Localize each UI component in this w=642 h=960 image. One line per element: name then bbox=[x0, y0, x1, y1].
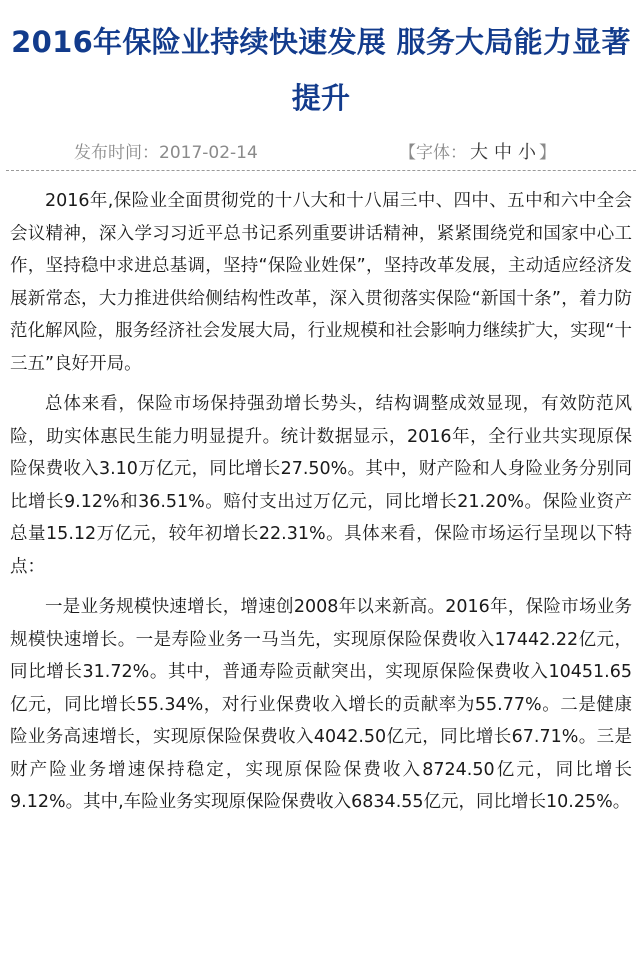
font-size-medium-link[interactable]: 中 bbox=[494, 142, 512, 163]
font-size-selector bbox=[399, 138, 556, 164]
article-paragraph-1: 2016年,保险业全面贯彻党的十八大和十八届三中、四中、五中和六中全会会议精神，深入学习习近平总书记系列重要讲话精神，紧紧围绕党和国家中心工作，坚持稳中求进总基调，坚持“保险业姓保”，坚持改革发展，主动适应经济发展新常态，大力推进供给侧结构性改革，深入贯彻落实保险“新国十条”，着力防范化解风险，服务经济社会发展大局，行业规模和社会影响力继续扩大，实现“十三五”良好开局。 bbox=[10, 191, 632, 374]
font-size-small-link[interactable]: 小 bbox=[518, 142, 536, 163]
article-paragraph-3: 一是业务规模快速增长，增速创2008年以来新高。2016年，保险市场业务规模快速增长。一是寿险业务一马当先，实现原保险保费收入17442.22亿元，同比增长31.72%。其中，普通寿险贡献突出，实现原保险保费收入10451.65亿元，同比增长55.34%，对行业保费收入增长的贡献率为55.77%。二是健康险业务高速增长，实现原保险保费收入4042.50亿元，同比增长67.71%。三是财产险业务增速保持稳定，实现原保险保费收入8724.50亿元，同比增长9.12%。其中,车险业务实现原保险保费收入6834.55亿元，同比增长10.25%。 bbox=[10, 597, 632, 812]
font-size-prefix: 【字体： bbox=[399, 143, 467, 163]
font-size-suffix: 】 bbox=[539, 143, 556, 163]
article-meta bbox=[6, 134, 636, 171]
article-paragraph-2: 总体来看，保险市场保持强劲增长势头，结构调整成效显现，有效防范风险，助实体惠民生能力明显提升。统计数据显示，2016年，全行业共实现原保险保费收入3.10万亿元，同比增长27.50%。其中，财产险和人身险业务分别同比增长9.12%和36.51%。赔付支出过万亿元，同比增长21.20%。保险业资产总量15.12万亿元，较年初增长22.31%。具体来看，保险市场运行呈现以下特点： bbox=[10, 394, 632, 577]
publish-date-value: 2017-02-14 bbox=[159, 143, 258, 163]
publish-date bbox=[74, 138, 258, 163]
font-size-large-link[interactable]: 大 bbox=[470, 142, 488, 163]
publish-date-label: 发布时间： bbox=[74, 143, 159, 163]
article-title: 2016年保险业持续快速发展 服务大局能力显著提升 bbox=[11, 25, 631, 115]
article-body bbox=[6, 171, 636, 819]
